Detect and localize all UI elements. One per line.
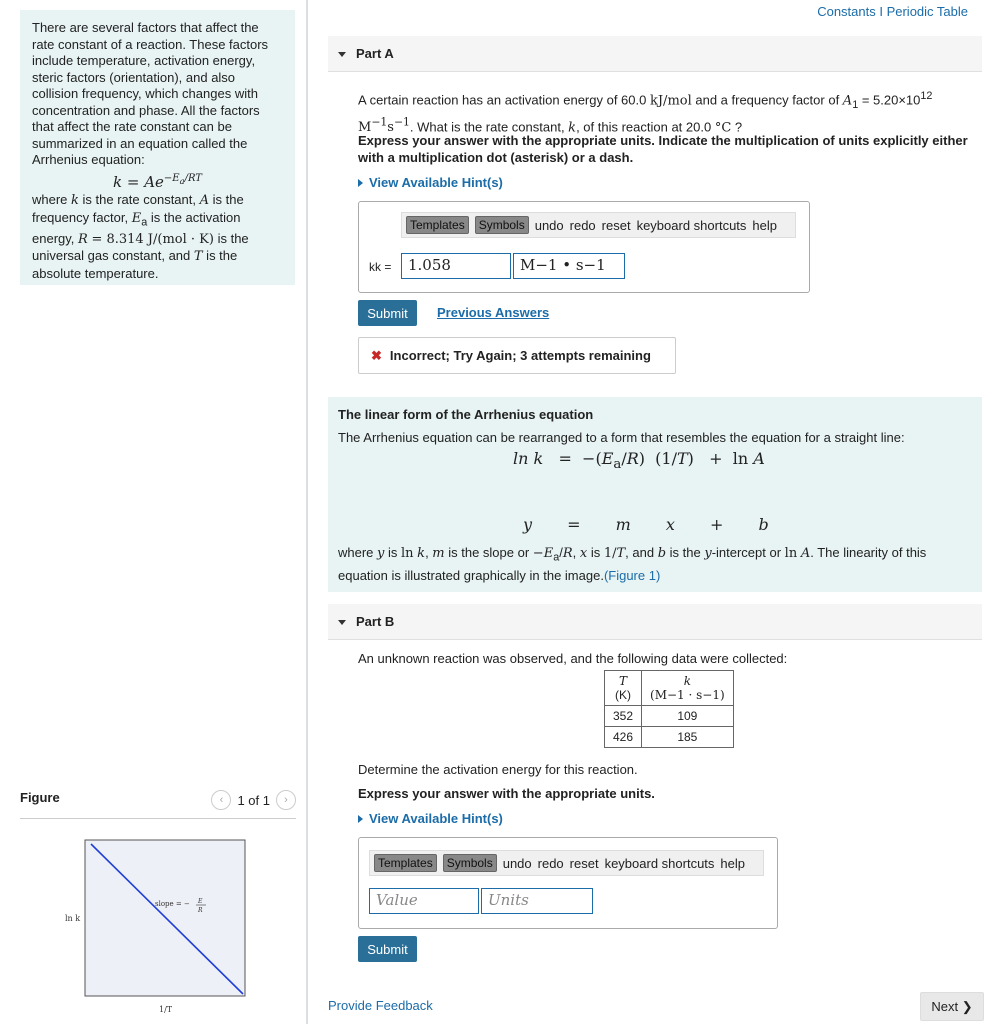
part-a-instructions: Express your answer with the appropriate units. Indicate the multiplication of units explicitly either with a multiplication dot (asterisk) or a dash. — [358, 133, 968, 165]
prev-figure-icon[interactable]: ‹ — [211, 790, 231, 810]
symbols-button[interactable]: Symbols — [475, 216, 529, 234]
help-button[interactable]: help — [720, 855, 745, 871]
collapse-caret-icon — [338, 620, 346, 625]
part-a-submit-button[interactable]: Submit — [358, 300, 417, 326]
help-button[interactable]: help — [752, 217, 777, 233]
arrhenius-equation: $k = Ae^{-E_a/RT}$ — [113, 172, 202, 191]
incorrect-feedback: ✖ Incorrect; Try Again; 3 attempts remaining — [358, 337, 676, 374]
panel-divider — [306, 0, 308, 1024]
plot-ylabel: ln k — [65, 914, 81, 923]
part-a-hint-link[interactable]: View Available Hint(s) — [358, 175, 503, 190]
part-b-hint-link[interactable]: View Available Hint(s) — [358, 811, 503, 826]
value-input[interactable]: 1.058 — [401, 253, 511, 279]
next-figure-icon[interactable]: › — [276, 790, 296, 810]
part-b-instructions: Express your answer with the appropriate units. — [358, 786, 655, 801]
templates-button[interactable]: Templates — [406, 216, 469, 234]
reset-button[interactable]: reset — [601, 217, 631, 233]
col-t-header: T — [619, 674, 628, 688]
plot-xlabel: 1/T — [159, 1005, 173, 1014]
part-b-toolbar — [369, 850, 764, 876]
figure-pager — [211, 790, 296, 810]
part-a-question: A certain reaction has an activation energy of 60.0 kJ/mol and a frequency factor of $A_1 = 5.20\times 10^{12}$ $M^{-1}s^{-1}$. What is the rate constant, k, of this reaction at 20.0 °C ? — [358, 90, 933, 136]
units-input[interactable]: M−1 • s−1 — [513, 253, 625, 279]
col-k-unit: (M−1 · s−1) — [650, 688, 725, 702]
k-label: kk = — [369, 260, 392, 274]
keyboard-shortcuts-button[interactable]: keyboard shortcuts — [604, 855, 715, 871]
table-row: 352 109 — [605, 706, 734, 727]
collapse-caret-icon — [338, 52, 346, 57]
intro-definitions: where k is the rate constant, A is the frequency factor, $E_a$ is the activation energy, R = 8.314 J/(mol · K) is the universal gas constant, and T is the absolute temperature. — [32, 192, 249, 281]
linear-arrhenius-info — [328, 397, 982, 592]
expand-hint-icon — [358, 179, 363, 187]
slope-numerator: E — [198, 898, 203, 905]
part-b-submit-button[interactable]: Submit — [358, 936, 417, 962]
provide-feedback-link[interactable]: Provide Feedback — [328, 998, 433, 1013]
col-t-unit: (K) — [615, 688, 632, 702]
line-equation: y = m x + b — [523, 515, 769, 534]
part-b-question: An unknown reaction was observed, and the following data were collected: — [358, 651, 788, 666]
chevron-right-icon: ❯ — [961, 998, 973, 1014]
units-input[interactable]: Units — [481, 888, 593, 914]
part-b-header[interactable]: Part B — [328, 604, 982, 640]
undo-button[interactable]: undo — [534, 217, 564, 233]
redo-button[interactable]: redo — [569, 217, 596, 233]
figure-1-link[interactable]: (Figure 1) — [603, 567, 661, 583]
next-button[interactable]: Next ❯ — [920, 992, 984, 1021]
figure-header — [20, 788, 296, 819]
part-a-header[interactable]: Part A — [328, 36, 982, 72]
slope-label: slope = − — [155, 900, 190, 908]
x-icon: ✖ — [371, 348, 382, 363]
table-row: 426 185 — [605, 727, 734, 748]
templates-button[interactable]: Templates — [374, 854, 437, 872]
constants-periodic-link[interactable]: Constants I Periodic Table — [817, 4, 968, 19]
figure-count: 1 of 1 — [237, 792, 270, 808]
part-b-determine: Determine the activation energy for this reaction. — [358, 762, 638, 777]
intro-text: There are several factors that affect the rate constant of a reaction. These factors include temperature, activation energy, steric factors (orientation), and also collision frequency, which changes with concentration and phase. All the factors that affect the rate constant can be summarized in an equation called the Arrhenius equation: — [32, 20, 269, 167]
keyboard-shortcuts-button[interactable]: keyboard shortcuts — [636, 217, 747, 233]
arrhenius-plot — [55, 836, 255, 1016]
part-a-toolbar — [401, 212, 796, 238]
symbols-button[interactable]: Symbols — [443, 854, 497, 872]
info-intro: The Arrhenius equation can be rearranged to a form that resembles the equation for a straight line: — [338, 430, 905, 445]
info-where: where y is ln k, m is the slope or $-E_a/R$, x is 1/T, and b is the y-intercept or ln A. The linearity of this equation is illustrated graphically in the image.(Figure 1) — [338, 545, 927, 583]
part-a-answer-box — [358, 201, 810, 293]
figure-title: Figure — [20, 790, 60, 805]
part-b-answer-box — [358, 837, 778, 929]
info-title: The linear form of the Arrhenius equation — [338, 407, 594, 422]
col-k-header: k — [683, 674, 691, 688]
previous-answers-link[interactable]: Previous Answers — [437, 305, 550, 320]
reset-button[interactable]: reset — [569, 855, 599, 871]
expand-hint-icon — [358, 815, 363, 823]
slope-denominator: R — [198, 907, 203, 914]
value-input[interactable]: Value — [369, 888, 479, 914]
data-table — [604, 670, 734, 748]
intro-panel — [20, 10, 295, 285]
linear-equation: $\ln k = -(E_a/R) (1/T) + \ln A$ — [513, 449, 765, 473]
undo-button[interactable]: undo — [502, 855, 532, 871]
table-header-row — [605, 671, 734, 706]
redo-button[interactable]: redo — [537, 855, 564, 871]
